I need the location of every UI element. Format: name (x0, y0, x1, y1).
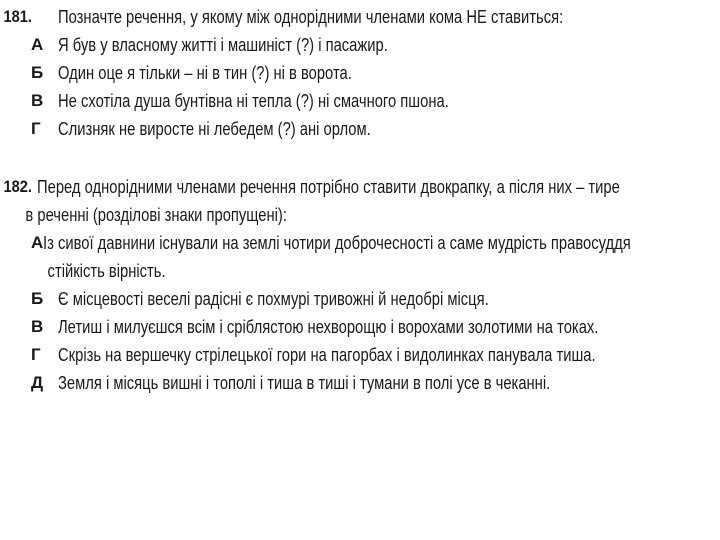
option-v (0, 87, 720, 115)
option-text: Земля і місяць вишні і тополі і тиша в тиші і тумани в полі усе в чеканні. (58, 373, 551, 393)
question-text: Позначте речення, у якому між однорідними членами кома НЕ ставиться: (58, 7, 564, 27)
option-text: Із сивої давнини існували на землі чотири доброчесності а саме мудрість правосуддя (43, 233, 632, 253)
option-letter: Г (31, 119, 41, 138)
option-letter: В (31, 317, 44, 336)
question-number: 181. (3, 7, 32, 26)
option-v (0, 313, 720, 341)
question-182 (0, 173, 720, 397)
question-181 (0, 3, 720, 143)
option-text: Летиш і милуєшся всім і сріблястою нехворощю і ворохами золотими на токах. (58, 317, 599, 337)
option-d (0, 369, 720, 397)
option-text: Є місцевості веселі радісні є похмурі тривожні й недобрі місця. (58, 289, 489, 309)
option-text: Я був у власному житті і машиніст (?) і пасажир. (58, 35, 388, 55)
question-header (0, 3, 720, 31)
option-letter: А (31, 233, 44, 252)
option-h (0, 341, 720, 369)
option-letter: Д (31, 373, 44, 392)
option-letter: Г (31, 345, 41, 364)
option-letter: Б (31, 63, 44, 82)
question-text-continued: в реченні (розділові знаки пропущені): (25, 205, 287, 225)
option-a (0, 229, 720, 257)
question-header (0, 173, 720, 201)
option-text: Не схотіла душа бунтівна ні тепла (?) ні смачного пшона. (58, 91, 449, 111)
question-number: 182. (3, 177, 32, 196)
option-text: Один оце я тільки – ні в тин (?) ні в ворота. (58, 63, 352, 83)
option-h (0, 115, 720, 143)
option-text: Слизняк не виросте ні лебедем (?) ані орлом. (58, 119, 371, 139)
option-a (0, 31, 720, 59)
question-text: Перед однорідними членами речення потрібно ставити двокрапку, а після них – тире (37, 177, 620, 197)
option-b (0, 59, 720, 87)
option-letter: Б (31, 289, 44, 308)
option-text: Скрізь на вершечку стрілецької гори на пагорбах і видолинках панувала тиша. (58, 345, 596, 365)
option-b (0, 285, 720, 313)
option-letter: А (31, 35, 44, 54)
option-text-continued: стійкість вірність. (47, 261, 166, 281)
option-letter: В (31, 91, 44, 110)
